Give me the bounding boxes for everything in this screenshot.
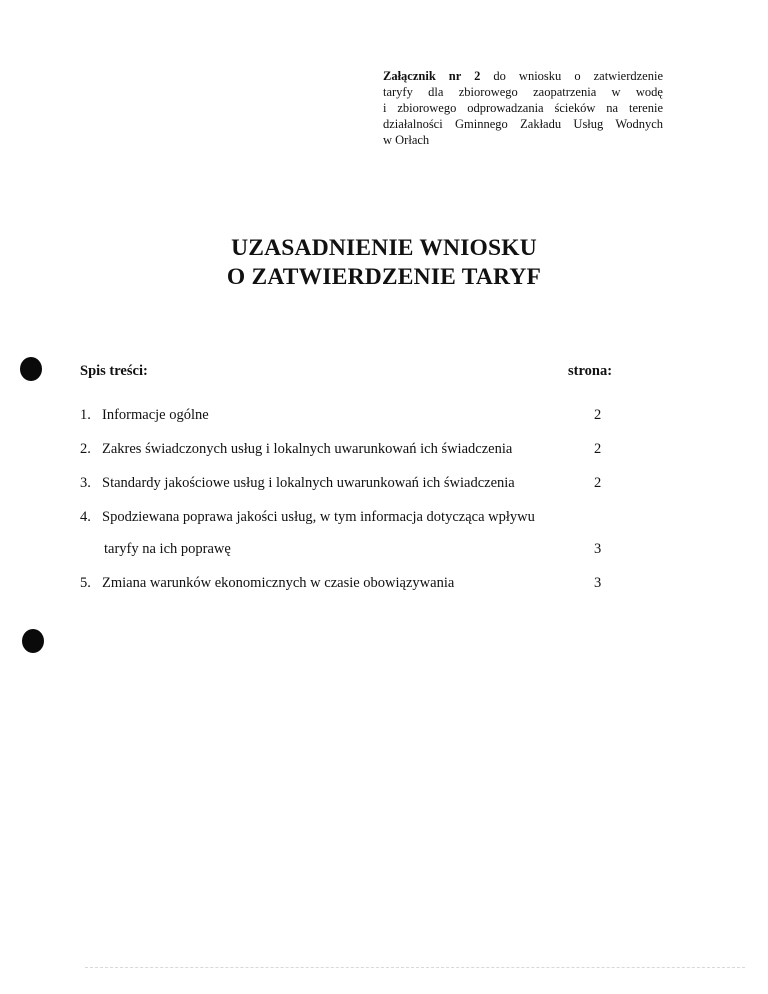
- toc-item-number: 2.: [80, 441, 91, 457]
- toc-item-number: 3.: [80, 475, 91, 491]
- toc-item-4: [80, 508, 535, 526]
- toc-item-4-page: 3: [594, 541, 602, 557]
- title-line-1: UZASADNIENIE WNIOSKU: [231, 235, 537, 261]
- toc-item-number: 1.: [80, 407, 91, 423]
- toc-item-number: 5.: [80, 575, 91, 591]
- annex-line-1: Załącznik nr 2 do wniosku o zatwierdzenie: [383, 69, 664, 83]
- toc-item-text: Zakres świadczonych usług i lokalnych uwarunkowań ich świadczenia: [102, 441, 513, 457]
- punch-hole-bottom: [22, 629, 44, 653]
- scan-artifact-line: [85, 967, 745, 968]
- toc-item-text: Standardy jakościowe usług i lokalnych uwarunkowań ich świadczenia: [102, 475, 515, 491]
- punch-hole-top: [20, 357, 42, 381]
- toc-item-text: Spodziewana poprawa jakości usług, w tym informacja dotycząca wpływu: [102, 509, 535, 525]
- toc-page-heading: strona:: [568, 363, 613, 379]
- annex-line-5: w Orłach: [383, 133, 430, 147]
- toc-item-1-page: 2: [594, 407, 602, 423]
- toc-item-text: Informacje ogólne: [102, 407, 209, 423]
- toc-item-number: 4.: [80, 509, 91, 525]
- toc-item-5: [80, 574, 454, 592]
- annex-line-2: taryfy dla zbiorowego zaopatrzenia w wodę: [383, 85, 663, 99]
- toc-item-4-continuation: taryfy na ich poprawę: [104, 541, 231, 557]
- annex-line-4: działalności Gminnego Zakładu Usług Wodnych: [383, 117, 663, 131]
- document-title: [0, 234, 768, 292]
- annex-label: Załącznik nr 2: [383, 69, 481, 83]
- toc-item-3: [80, 474, 515, 492]
- toc-item-2-page: 2: [594, 441, 602, 457]
- toc-item-5-page: 3: [594, 575, 602, 591]
- title-line-2: O ZATWIERDZENIE TARYF: [226, 264, 542, 290]
- toc-item-3-page: 2: [594, 475, 602, 491]
- toc-item-text: Zmiana warunków ekonomicznych w czasie obowiązywania: [102, 575, 455, 591]
- toc-heading: Spis treści:: [80, 363, 148, 379]
- toc-item-1: [80, 406, 209, 424]
- toc-item-2: [80, 440, 512, 458]
- annex-line-3: i zbiorowego odprowadzania ścieków na terenie: [383, 101, 663, 115]
- annex-note: [383, 68, 663, 148]
